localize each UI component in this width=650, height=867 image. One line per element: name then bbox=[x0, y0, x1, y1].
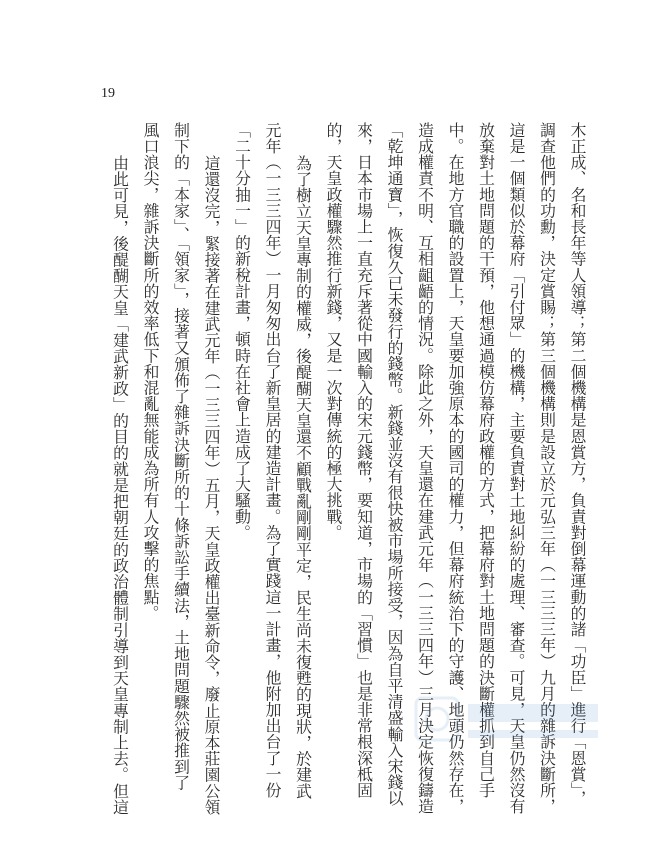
text-column: 風口浪尖，雜訴決斷所的效率低下和混亂無能成為所有人攻擊的焦點。 bbox=[141, 122, 160, 622]
text-column: 的，天皇政權驟然推行新錢，又是一次對傳統的極大挑戰。 bbox=[324, 122, 343, 541]
text-column: 這還沒完，緊接著在建武元年（一三三四年）五月，天皇政權出臺新命令，廢止原本莊園公領 bbox=[202, 155, 221, 816]
text-column: 制下的「本家」、「領家」，接著又頒佈了雜訴決斷所的十條訴訟手續法，土地問題驟然被推到了 bbox=[171, 122, 191, 791]
text-column: 「二十分抽一」的新稅計畫，頓時在社會上造成了大騷動。 bbox=[232, 122, 252, 541]
text-column: 這是一個類似於幕府「引付眾」的機構，主要負責對土地糾紛的處理、審查。可見，天皇仍然沒有 bbox=[507, 122, 526, 815]
text-column: 放棄對土地問題的干預，他想通過模仿幕府政權的方式，把幕府對土地問題的決斷權抓到自己手 bbox=[476, 122, 496, 799]
text-column: 造成權責不明、互相齟齬的情況。除此之外，天皇還在建武元年（一三三四年）三月決定恢復鑄造 bbox=[415, 122, 435, 815]
text-column: 為了樹立天皇專制的權威，後醍醐天皇還不顧戰亂剛剛平定，民生尚未復甦的現狀，於建武 bbox=[293, 155, 313, 799]
text-column: 調查他們的功勳，決定賞賜；第三個機構則是設立於元弘三年（一三三三年）九月的雜訴決斷所， bbox=[537, 122, 557, 815]
text-column: 來，日本市場上一直充斥著從中國輸入的宋元錢幣，要知道，市場的「習慣」也是非常根深柢固 bbox=[354, 122, 374, 799]
text-column: 「乾坤通寶」，恢復久已未發行的錢幣。新錢並沒有很快被市場所接受，因為自平清盛輸入宋錢以 bbox=[385, 122, 404, 807]
text-column: 由此可見，後醍醐天皇「建武新政」的目的就是把朝廷的政治體制引導到天皇專制上去。但這 bbox=[110, 155, 130, 816]
text-column: 元年（一三三四年）一月匆匆出台了新皇居的建造計畫。為了實踐這一計畫，他附加出台了一份 bbox=[263, 122, 282, 799]
page-number: 19 bbox=[101, 86, 115, 101]
text-column: 木正成、名和長年等人領導；第二個機構是恩賞方，負責對倒幕運動的諸「功臣」進行「恩賞」， bbox=[568, 122, 587, 807]
text-column: 中。在地方官職的設置上，天皇要加強原本的國司的權力，但幕府統治下的守護、地頭仍然存在， bbox=[446, 122, 465, 815]
